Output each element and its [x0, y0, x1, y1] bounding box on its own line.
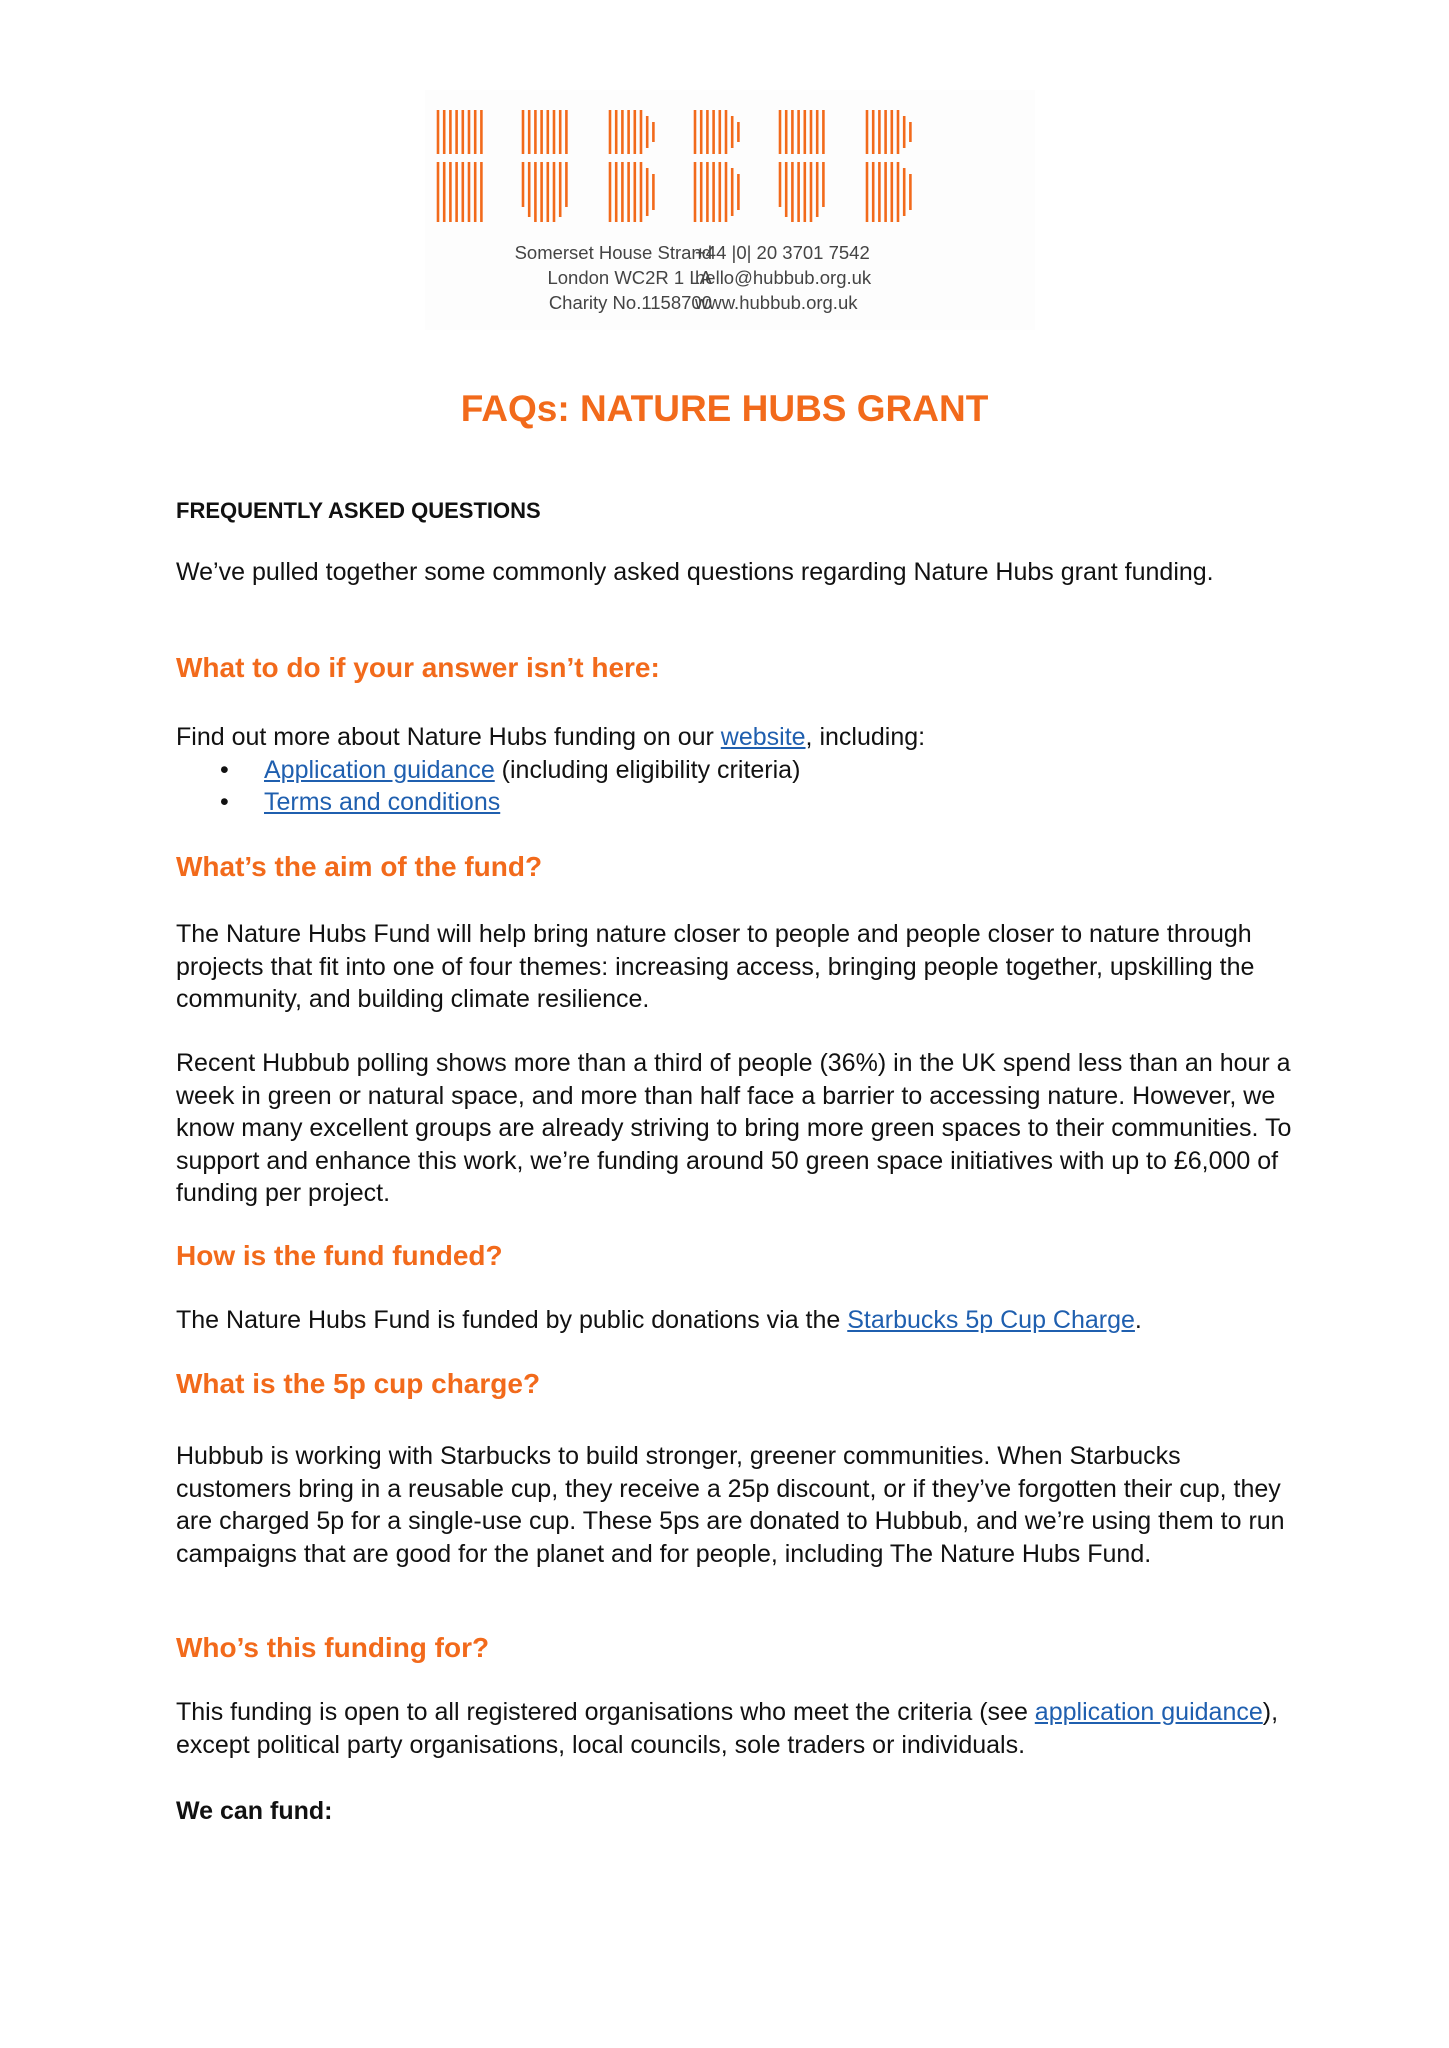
text: ), except political party organisations, local councils, sole traders or individuals.: [176, 1698, 1279, 1759]
list-item: [264, 754, 1296, 787]
website: www.hubbub.org.uk: [695, 292, 858, 313]
contact-block: [695, 240, 871, 315]
logo-letter-b: [610, 110, 653, 222]
logo-letter-u: [780, 110, 823, 222]
page-title: FAQs: NATURE HUBS GRANT: [460, 388, 989, 429]
intro-text: We’ve pulled together some commonly asked questions regarding Nature Hubs grant funding.: [176, 558, 1214, 586]
address-line: Somerset House Strand: [514, 242, 712, 263]
text: (including eligibility criteria): [494, 755, 801, 784]
section-heading: What is the 5p cup charge?: [176, 1368, 541, 1399]
paragraph: The Nature Hubs Fund will help bring nature closer to people and people closer to nature through projects that fit into one of four themes: increasing access, bringing people together, upskilling the community, and building climate resilience.: [176, 920, 1255, 1013]
terms-link[interactable]: Terms and conditions: [264, 788, 501, 816]
paragraph: [176, 1696, 1296, 1761]
cup-charge-link[interactable]: Starbucks 5p Cup Charge: [847, 1306, 1135, 1334]
list-item: [264, 786, 1296, 819]
address-block: [515, 240, 712, 315]
application-guidance-link[interactable]: application guidance: [1034, 1698, 1263, 1726]
text: This funding is open to all registered organisations who meet the criteria (see: [176, 1698, 1035, 1726]
we-can-fund-label: We can fund:: [176, 1797, 333, 1825]
faq-heading: FREQUENTLY ASKED QUESTIONS: [176, 498, 541, 523]
text: , including:: [805, 723, 926, 751]
logo-letter-b: [695, 110, 738, 222]
section-heading: How is the fund funded?: [176, 1240, 503, 1271]
charity-number: Charity No.1158700: [548, 292, 712, 313]
paragraph: Hubbub is working with Starbucks to build stronger, greener communities. When Starbucks customers bring in a reusable cup, they receive a 25p discount, or if they’ve forgotten their cup, they are charged 5p for a single-use cup. These 5ps are donated to Hubbub, and we’re using them to run campaigns that are good for the planet and for people, including The Nature Hubs Fund.: [176, 1442, 1285, 1568]
paragraph: [176, 1304, 1296, 1337]
hubbub-logo-header: [425, 90, 1035, 330]
application-guidance-link[interactable]: Application guidance: [264, 755, 495, 784]
logo-letter-h: [438, 110, 481, 222]
logo-letter-b: [867, 110, 910, 222]
hubbub-logo: [425, 90, 1035, 240]
address-line: London WC2R 1 LA: [547, 267, 712, 288]
text: The Nature Hubs Fund is funded by public donations via the: [176, 1306, 848, 1334]
section-heading: What to do if your answer isn’t here:: [176, 652, 660, 683]
text: .: [1134, 1306, 1142, 1334]
resource-list: [176, 754, 1296, 819]
more-info: [176, 721, 1296, 819]
text: Find out more about Nature Hubs funding on our: [176, 723, 721, 751]
section-heading: Who’s this funding for?: [176, 1632, 490, 1663]
phone: +44 |0| 20 3701 7542: [695, 242, 870, 263]
paragraph: Recent Hubbub polling shows more than a third of people (36%) in the UK spend less than an hour a week in green or natural space, and more than half face a barrier to accessing nature. However, we know many excellent groups are already striving to bring more green spaces to their communities. To support and enhance this work, we’re funding around 50 green space initiatives with up to £6,000 of funding per project.: [176, 1049, 1292, 1207]
logo-letter-u: [523, 110, 566, 222]
section-heading: What’s the aim of the fund?: [176, 851, 543, 882]
email: hello@hubbub.org.uk: [695, 267, 872, 288]
website-link[interactable]: website: [720, 723, 806, 751]
